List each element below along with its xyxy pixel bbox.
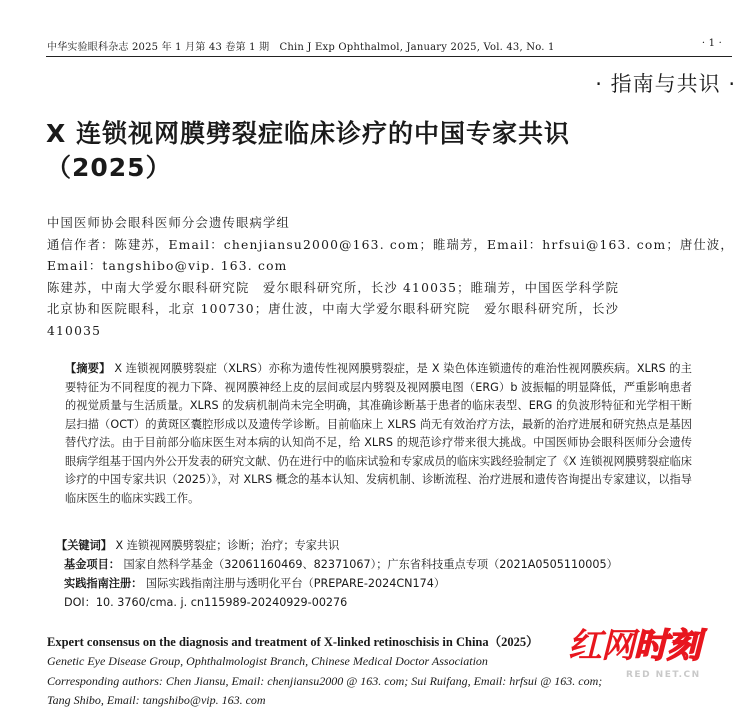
author-line: Email：tangshibo@vip. 163. com [47, 259, 288, 273]
section-label: · 指南与共识 · [595, 72, 736, 96]
title-line-2: （2025） [46, 153, 172, 182]
watermark-logo [568, 626, 728, 686]
doi[interactable]: DOI：10. 3760/cma. j. cn115989-20240929-00276 [64, 596, 348, 609]
author-line: 中国医师协会眼科医师分会遗传眼病学组 [47, 216, 290, 230]
journal-citation: 中华实验眼科杂志 2025 年 1 月第 43 卷第 1 期 Chin J Exp Ophthalmol, January 2025, Vol. 43, No. 1 [47, 42, 555, 53]
author-affiliations [47, 213, 734, 342]
header-rule [46, 56, 732, 57]
funding-row [64, 555, 704, 574]
watermark-site: RED NET.CN [626, 670, 701, 680]
abstract-label: 【摘要】 [65, 362, 111, 375]
funding-label: 基金项目： [64, 558, 120, 571]
keywords-row [56, 536, 704, 555]
author-line: 北京协和医院眼科，北京 100730；唐仕波，中南大学爱尔眼科研究院 爱尔眼科研究所，长沙 [47, 302, 620, 316]
english-line: Genetic Eye Disease Group, Ophthalmologist Branch, Chinese Medical Doctor Association [47, 654, 488, 668]
author-line: 陈建苏，中南大学爱尔眼科研究院 爱尔眼科研究所，长沙 410035；睢瑞芳，中国医学科学院 [47, 280, 620, 295]
page-number: · 1 · [701, 38, 722, 49]
abstract [47, 360, 692, 508]
article-title [46, 117, 736, 185]
keywords-label: 【关键词】 [56, 539, 112, 552]
author-line: 通信作者：陈建苏，Email：chenjiansu2000@163. com；睢瑞芳，Email：hrfsui@163. com；唐仕波， [47, 237, 734, 252]
english-title: Expert consensus on the diagnosis and treatment of X-linked retinoschisis in China（2025） [47, 635, 539, 649]
article-meta [56, 536, 704, 612]
keywords-text: X 连锁视网膜劈裂症；诊断；治疗；专家共识 [115, 539, 340, 552]
author-line: 410035 [47, 323, 102, 338]
registration-text: 国际实践指南注册与透明化平台（PREPARE-2024CN174） [145, 577, 446, 590]
title-line-1: X 连锁视网膜劈裂症临床诊疗的中国专家共识 [46, 119, 570, 148]
abstract-text: X 连锁视网膜劈裂症（XLRS）亦称为遗传性视网膜劈裂症，是 X 染色体连锁遗传的难治性视网膜疾病。XLRS 的主要特征为不同程度的视力下降、视网膜神经上皮的层间或层内劈裂及视网膜电图（ERG）b 波振幅的明显降低，严重影响患者的视觉质量与生活质量。XLRS 的发病机制尚未完全明确，其准确诊断基于患者的临床表型、ERG 的负波形特征和光学相干断层扫描（OCT）的黄斑区囊腔形成以及遗传学诊断。目前临床上 XLRS 尚无有效治疗方法，最新的治疗进展和研究热点是基因替代疗法。由于目前部分临床医生对本病的认知尚不足，给 XLRS 的规范诊疗带来很大挑战。中国医师协会眼科医师分会遗传眼病学组基于国内外公开发表的研究文献、仍在进行中的临床试验和专家成员的临床实践经验制定了《X 连锁视网膜劈裂症临床诊疗的中国专家共识（2025）》，对 XLRS 概念的基本认知、发病机制、诊断流程、治疗进展和遗传咨询提出专家建议，以指导临床医生的临床实践工作。 [65, 362, 692, 505]
watermark-brand: 红网时刻 [568, 626, 700, 666]
running-header [47, 38, 722, 53]
funding-text: 国家自然科学基金（32061160469、82371067）；广东省科技重点专项（2021A0505110005） [123, 558, 618, 571]
english-line: Corresponding authors: Chen Jiansu, Email: chenjiansu2000 @ 163. com; Sui Ruifang, Email: hrfsui @ 163. com; [47, 673, 603, 688]
registration-label: 实践指南注册： [64, 577, 143, 590]
registration-row [64, 574, 704, 593]
english-line: Tang Shibo, Email: tangshibo@vip. 163. com [47, 693, 266, 707]
